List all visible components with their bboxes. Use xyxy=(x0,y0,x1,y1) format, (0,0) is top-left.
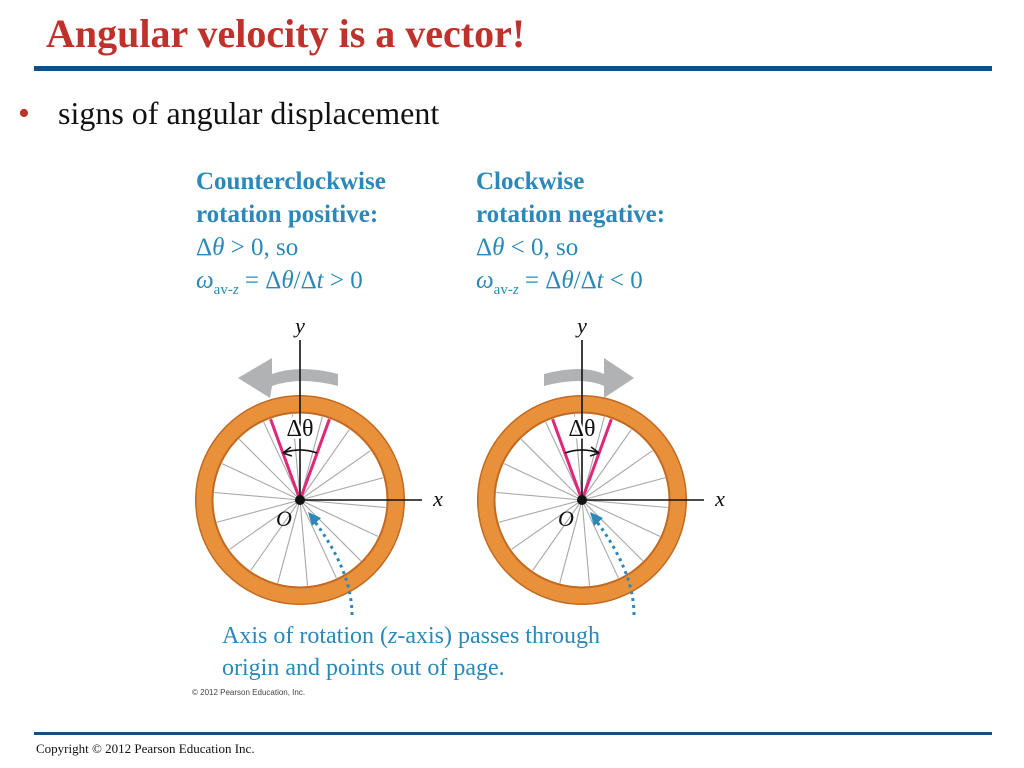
left-caption-condition: Δθ > 0, so xyxy=(196,234,299,261)
left-rotation-arrow-icon xyxy=(238,358,338,398)
left-delta-theta-label: Δθ xyxy=(286,416,314,442)
bullet-text: signs of angular displacement xyxy=(58,95,440,131)
right-x-axis-label: x xyxy=(715,486,725,511)
slide-title: Angular velocity is a vector! xyxy=(46,11,526,56)
axis-note xyxy=(222,620,600,684)
right-caption-equation: $\omega_{av-z} = \Delta\theta/\Delta t < 0$ xyxy=(476,267,643,298)
left-caption-heading-2: rotation positive: xyxy=(196,201,379,228)
footer-copyright: Copyright © 2012 Pearson Education Inc. xyxy=(36,741,255,756)
axis-note-line-2: origin and points out of page. xyxy=(222,655,505,681)
right-origin-label: O xyxy=(558,506,574,531)
right-caption-condition: Δθ < 0, so xyxy=(476,234,579,261)
right-caption-heading-2: rotation negative: xyxy=(476,201,666,228)
bullet-marker: • xyxy=(18,95,30,132)
footer-divider xyxy=(34,732,992,735)
right-rotation-arrow-icon xyxy=(544,358,634,398)
left-hub xyxy=(295,495,305,505)
right-delta-theta-label: Δθ xyxy=(568,416,596,442)
left-caption-equation: $\omega_{av-z} = \Delta\theta/\Delta t > 0$ xyxy=(196,267,363,298)
left-origin-label: O xyxy=(276,506,292,531)
left-caption-heading-1: Counterclockwise xyxy=(196,168,386,195)
left-x-axis-label: x xyxy=(433,486,443,511)
right-caption-heading-1: Clockwise xyxy=(476,168,585,195)
right-hub xyxy=(577,495,587,505)
right-y-axis-label: y xyxy=(577,313,587,338)
axis-note-line-1: Axis of rotation (z-axis) passes through xyxy=(222,623,600,649)
left-y-axis-label: y xyxy=(295,313,305,338)
figure-copyright: © 2012 Pearson Education, Inc. xyxy=(192,688,306,697)
